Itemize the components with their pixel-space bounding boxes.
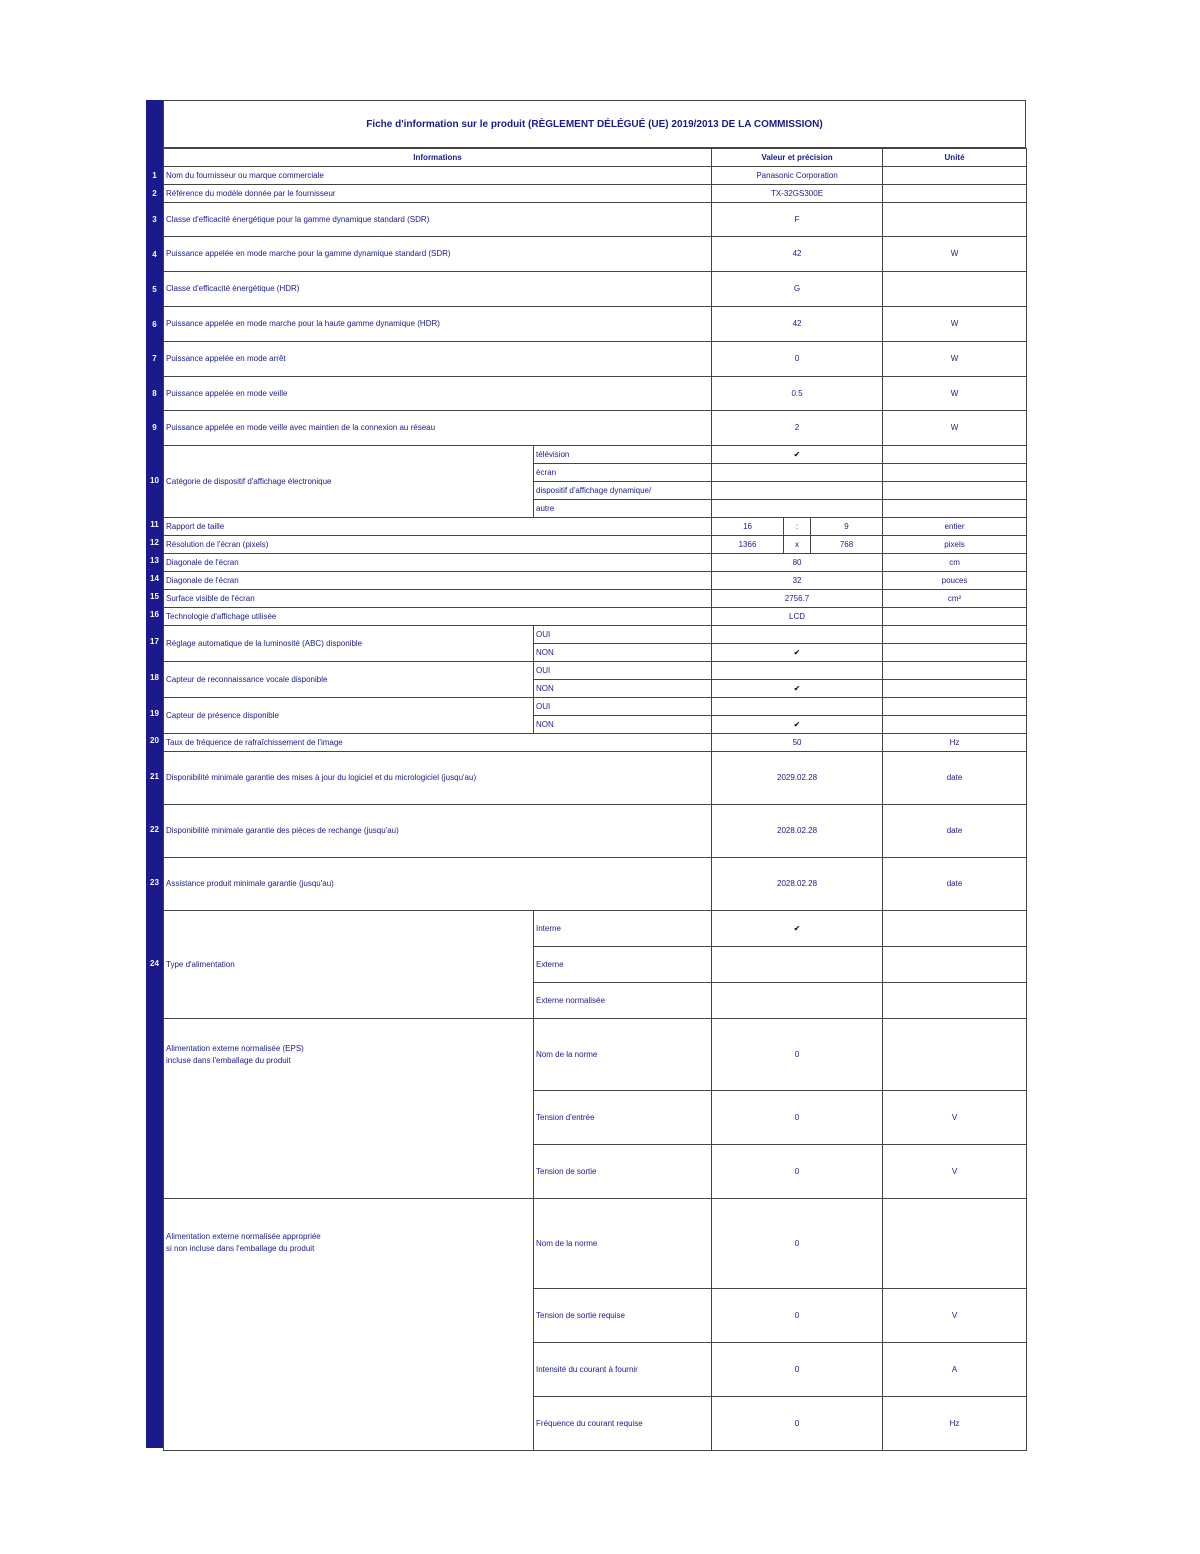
row-number: 2: [152, 189, 157, 198]
option-label: Externe: [534, 947, 712, 983]
row-label: Puissance appelée en mode marche pour la gamme dynamique standard (SDR): [164, 237, 712, 272]
row-value: 32: [712, 572, 883, 590]
table-row: [164, 572, 1027, 590]
sub-label: Tension d'entrée: [534, 1091, 712, 1145]
row-label: Alimentation externe normalisée appropriée: [166, 1232, 321, 1241]
row-label: Surface visible de l'écran: [164, 590, 712, 608]
row-value: 42: [712, 237, 883, 272]
sub-label: Tension de sortie requise: [534, 1289, 712, 1343]
row-number: 19: [150, 709, 159, 718]
row-label: Puissance appelée en mode marche pour la haute gamme dynamique (HDR): [164, 307, 712, 342]
table-row: [164, 608, 1027, 626]
row-value: [712, 947, 883, 983]
row-label: Puissance appelée en mode veille avec maintien de la connexion au réseau: [164, 411, 712, 446]
table-row: [164, 752, 1027, 805]
row-number: 3: [152, 215, 157, 224]
table-row: [164, 203, 1027, 237]
option-label: écran: [534, 464, 712, 482]
row-unit: [883, 911, 1027, 947]
row-unit: [883, 482, 1027, 500]
table-row: [164, 307, 1027, 342]
row-unit: V: [883, 1145, 1027, 1199]
row-unit: W: [883, 307, 1027, 342]
table-row: [164, 167, 1027, 185]
row-unit: [883, 608, 1027, 626]
row-number: 16: [150, 610, 159, 619]
row-label: Diagonale de l'écran: [164, 572, 712, 590]
row-unit: W: [883, 237, 1027, 272]
row-value: 2028.02.28: [712, 858, 883, 911]
row-unit: entier: [883, 518, 1027, 536]
row-value: 0: [712, 1199, 883, 1289]
table-row: [164, 626, 1027, 644]
header-unit: Unité: [883, 149, 1027, 167]
ratio-height: 9: [811, 518, 883, 536]
row-value: 0: [712, 1145, 883, 1199]
row-value: 0: [712, 342, 883, 377]
resolution-height: 768: [811, 536, 883, 554]
row-label: Type d'alimentation: [164, 911, 534, 1019]
row-unit: [883, 167, 1027, 185]
row-value: [712, 983, 883, 1019]
product-info-table: [163, 148, 1027, 1451]
row-number: 5: [152, 285, 157, 294]
row-sublabel: si non incluse dans l'emballage du produit: [166, 1244, 315, 1253]
row-unit: [883, 983, 1027, 1019]
option-label: NON: [534, 680, 712, 698]
row-unit: [883, 947, 1027, 983]
row-unit: W: [883, 377, 1027, 411]
option-label: NON: [534, 644, 712, 662]
row-value: LCD: [712, 608, 883, 626]
sub-label: Nom de la norme: [534, 1019, 712, 1091]
resolution-separator: x: [784, 536, 811, 554]
row-label: Alimentation externe normalisée (EPS): [166, 1044, 304, 1053]
row-number: 20: [150, 736, 159, 745]
table-row: [164, 1019, 1027, 1091]
row-unit: date: [883, 752, 1027, 805]
row-value: 2028.02.28: [712, 805, 883, 858]
row-label: Taux de fréquence de rafraîchissement de l'image: [164, 734, 712, 752]
row-value: 2756.7: [712, 590, 883, 608]
table-row: [164, 554, 1027, 572]
row-number: 11: [150, 520, 159, 529]
option-label: OUI: [534, 698, 712, 716]
row-unit: [883, 1199, 1027, 1289]
row-value: TX-32GS300E: [712, 185, 883, 203]
row-number: 4: [152, 250, 157, 259]
row-unit: cm²: [883, 590, 1027, 608]
table-row: [164, 734, 1027, 752]
sheet-title: Fiche d'information sur le produit (RÈGLEMENT DÉLÉGUÉ (UE) 2019/2013 DE LA COMMISSION): [366, 118, 823, 130]
table-row: [164, 590, 1027, 608]
table-row: [164, 1199, 1027, 1289]
table-row: [164, 536, 1027, 554]
row-label: Technologie d'affichage utilisée: [164, 608, 712, 626]
option-label: OUI: [534, 626, 712, 644]
row-number: 14: [150, 574, 159, 583]
row-number: 22: [150, 825, 159, 834]
checkmark-icon: ✔: [712, 680, 883, 698]
option-label: NON: [534, 716, 712, 734]
option-label: autre: [534, 500, 712, 518]
sub-label: Nom de la norme: [534, 1199, 712, 1289]
checkmark-icon: ✔: [712, 644, 883, 662]
row-label: Disponibilité minimale garantie des pièces de rechange (jusqu'au): [164, 805, 712, 858]
row-value: [712, 482, 883, 500]
row-value: [712, 698, 883, 716]
row-number: 13: [150, 556, 159, 565]
row-unit: A: [883, 1343, 1027, 1397]
table-row: [164, 911, 1027, 947]
row-label: Classe d'efficacité énergétique pour la gamme dynamique standard (SDR): [164, 203, 712, 237]
row-label: Catégorie de dispositif d'affichage électronique: [164, 446, 534, 518]
row-unit: [883, 464, 1027, 482]
eps-label-cell: [164, 1019, 534, 1199]
row-unit: [883, 698, 1027, 716]
row-unit: Hz: [883, 734, 1027, 752]
row-unit: [883, 680, 1027, 698]
row-unit: [883, 500, 1027, 518]
row-unit: [883, 626, 1027, 644]
row-number: 21: [150, 772, 159, 781]
option-label: Interne: [534, 911, 712, 947]
row-number: 23: [150, 878, 159, 887]
row-value: [712, 500, 883, 518]
row-unit: V: [883, 1091, 1027, 1145]
row-number: 24: [150, 959, 159, 968]
row-number: 6: [152, 320, 157, 329]
row-label: Diagonale de l'écran: [164, 554, 712, 572]
row-value: [712, 662, 883, 680]
row-value: 50: [712, 734, 883, 752]
row-value: Panasonic Corporation: [712, 167, 883, 185]
row-number: 7: [152, 354, 157, 363]
ratio-width: 16: [712, 518, 784, 536]
table-row: [164, 185, 1027, 203]
row-unit: [883, 716, 1027, 734]
row-unit: V: [883, 1289, 1027, 1343]
checkmark-icon: ✔: [712, 911, 883, 947]
row-unit: pouces: [883, 572, 1027, 590]
row-label: Réglage automatique de la luminosité (ABC) disponible: [164, 626, 534, 662]
row-number: 1: [152, 171, 157, 180]
checkmark-icon: ✔: [712, 446, 883, 464]
row-label: Classe d'efficacité énergétique (HDR): [164, 272, 712, 307]
row-value: 0: [712, 1091, 883, 1145]
resolution-width: 1366: [712, 536, 784, 554]
row-unit: [883, 1019, 1027, 1091]
table-row: [164, 858, 1027, 911]
row-value: F: [712, 203, 883, 237]
table-row: [164, 237, 1027, 272]
row-number: 17: [150, 637, 159, 646]
ratio-separator: :: [784, 518, 811, 536]
row-number: 9: [152, 423, 157, 432]
table-row: [164, 698, 1027, 716]
row-unit: date: [883, 805, 1027, 858]
eps-suitable-label-cell: [164, 1199, 534, 1451]
row-unit: [883, 446, 1027, 464]
sub-label: Intensité du courant à fournir: [534, 1343, 712, 1397]
row-unit: [883, 644, 1027, 662]
row-sublabel: incluse dans l'emballage du produit: [166, 1056, 291, 1065]
table-row: [164, 272, 1027, 307]
row-unit: W: [883, 411, 1027, 446]
sheet-title-box: [163, 100, 1026, 148]
row-unit: Hz: [883, 1397, 1027, 1451]
row-value: 0: [712, 1343, 883, 1397]
sub-label: Tension de sortie: [534, 1145, 712, 1199]
row-value: 2029.02.28: [712, 752, 883, 805]
row-label: Disponibilité minimale garantie des mises à jour du logiciel et du micrologiciel (jusqu'au): [164, 752, 712, 805]
row-value: G: [712, 272, 883, 307]
row-label: Résolution de l'écran (pixels): [164, 536, 712, 554]
header-info: Informations: [164, 149, 712, 167]
row-value: 0.5: [712, 377, 883, 411]
row-label: Puissance appelée en mode veille: [164, 377, 712, 411]
row-value: [712, 464, 883, 482]
header-row: [164, 149, 1027, 167]
row-number: 8: [152, 389, 157, 398]
row-unit: W: [883, 342, 1027, 377]
row-label: Assistance produit minimale garantie (jusqu'au): [164, 858, 712, 911]
row-label: Capteur de reconnaissance vocale disponible: [164, 662, 534, 698]
option-label: dispositif d'affichage dynamique/: [534, 482, 712, 500]
row-value: 2: [712, 411, 883, 446]
row-value: [712, 626, 883, 644]
row-label: Rapport de taille: [164, 518, 712, 536]
row-unit: [883, 203, 1027, 237]
row-unit: [883, 272, 1027, 307]
header-value: Valeur et précision: [712, 149, 883, 167]
row-label: Référence du modèle donnée par le fournisseur: [164, 185, 712, 203]
row-unit: [883, 185, 1027, 203]
row-unit: [883, 662, 1027, 680]
row-label: Nom du fournisseur ou marque commerciale: [164, 167, 712, 185]
row-unit: date: [883, 858, 1027, 911]
checkmark-icon: ✔: [712, 716, 883, 734]
option-label: télévision: [534, 446, 712, 464]
row-value: 80: [712, 554, 883, 572]
table-row: [164, 342, 1027, 377]
table-row: [164, 662, 1027, 680]
row-value: 0: [712, 1397, 883, 1451]
row-number: 18: [150, 673, 159, 682]
table-row: [164, 518, 1027, 536]
row-value: 0: [712, 1289, 883, 1343]
row-unit: cm: [883, 554, 1027, 572]
row-unit: pixels: [883, 536, 1027, 554]
row-label: Puissance appelée en mode arrêt: [164, 342, 712, 377]
row-number: 10: [150, 476, 159, 485]
option-label: OUI: [534, 662, 712, 680]
row-value: 42: [712, 307, 883, 342]
table-row: [164, 377, 1027, 411]
sub-label: Fréquence du courant requise: [534, 1397, 712, 1451]
table-row: [164, 446, 1027, 464]
table-row: [164, 805, 1027, 858]
row-number: 12: [150, 538, 159, 547]
row-number: 15: [150, 592, 159, 601]
table-row: [164, 411, 1027, 446]
option-label: Externe normalisée: [534, 983, 712, 1019]
row-value: 0: [712, 1019, 883, 1091]
row-label: Capteur de présence disponible: [164, 698, 534, 734]
